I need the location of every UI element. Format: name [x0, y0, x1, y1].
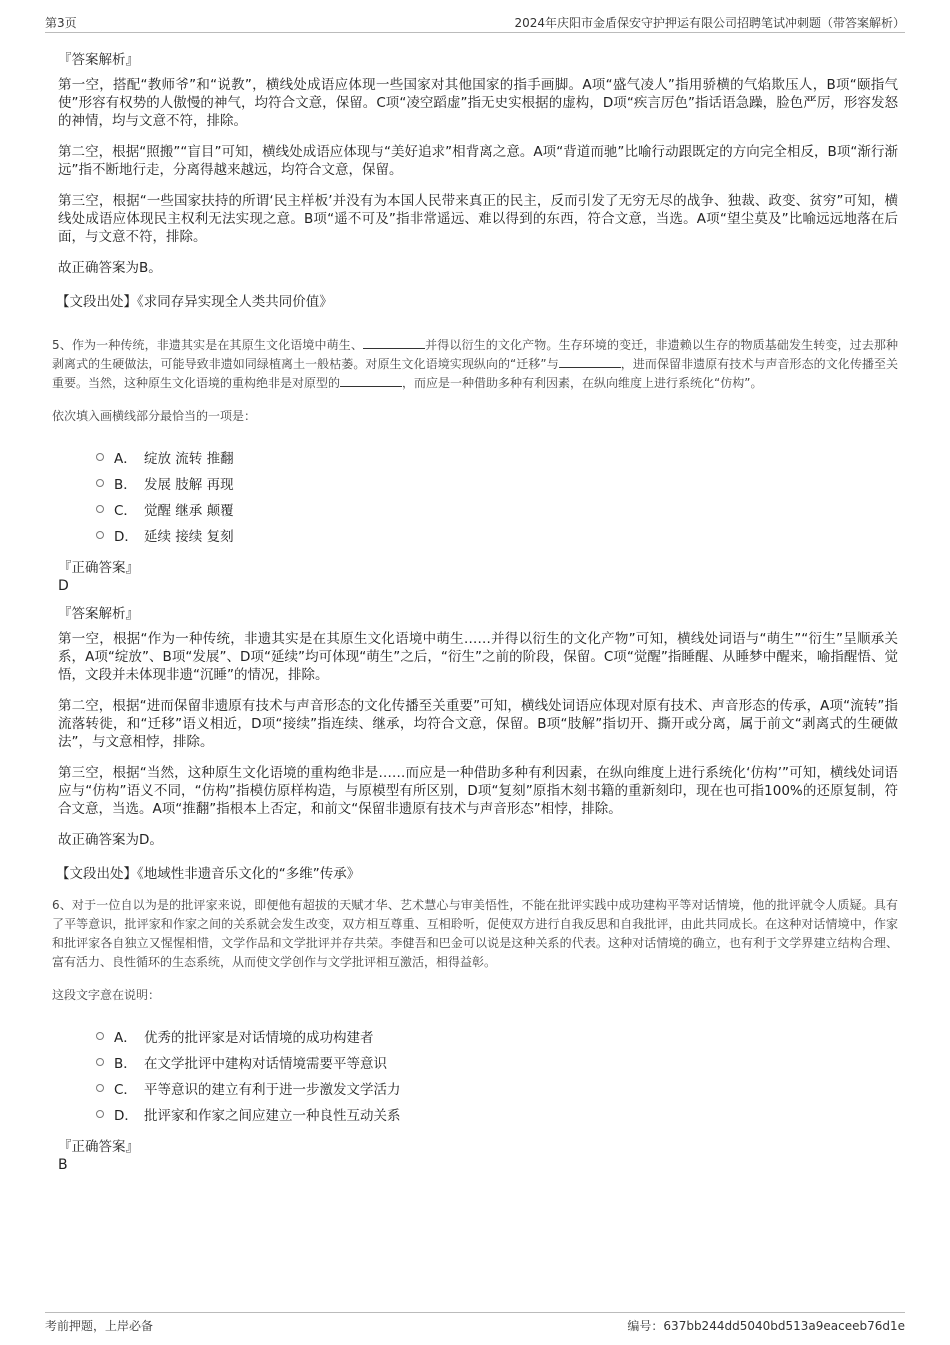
- radio-button[interactable]: [96, 1058, 104, 1066]
- fill-blank: [340, 375, 402, 387]
- fill-blank: [363, 337, 425, 349]
- analysis-paragraph: 第一空，搭配“教师爷”和“说教”，横线处成语应体现一些国家对其他国家的指手画脚。A项“盛气凌人”指用骄横的气焰欺压人，B项“颐指气使”形容有权势的人傲慢的神气，均符合文意，保留。C项“凌空蹈虚”指无史实根据的虚构，D项“疾言厉色”指话语急躁，脸色严厉，形容发怒的神情，均与文意不符，排除。: [58, 77, 898, 129]
- correct-answer: D: [58, 578, 69, 594]
- radio-button[interactable]: [96, 453, 104, 461]
- analysis-conclusion: 故正确答案为D。: [58, 832, 163, 848]
- option-b[interactable]: B． 发展 肢解 再现: [96, 470, 898, 496]
- option-a[interactable]: A． 优秀的批评家是对话情境的成功构建者: [96, 1023, 898, 1049]
- option-b[interactable]: B． 在文学批评中建构对话情境需要平等意识: [96, 1049, 898, 1075]
- question-prompt: 这段文字意在说明：: [52, 988, 161, 1002]
- correct-answer-label: 『正确答案』: [58, 1139, 139, 1155]
- option-c[interactable]: C． 觉醒 继承 颠覆: [96, 496, 898, 522]
- page-header: [45, 14, 905, 33]
- question-6-text: 6、对于一位自以为是的批评家来说，即便他有超拔的天赋才华、艺术慧心与审美悟性，不能在批评实践中成功建构平等对话情境，他的批评就令人质疑。具有了平等意识，批评家和作家之间的关系就会发生改变，双方相互尊重、互相聆听，促使双方进行自我反思和自我批评，由此共同成长。在这种对话情境中，作家和批评家各自独立又惺惺相惜，文学作品和文学批评并存共荣。李健吾和巴金可以说是这种关系的代表。这种对话情境的确立，也有利于文学界建立结构合理、富有活力、良性循环的生态系统，从而使文学创作与文学批评相互激活，相得益彰。: [52, 898, 898, 969]
- option-a[interactable]: A． 绽放 流转 推翻: [96, 444, 898, 470]
- question-5-text: 5、作为一种传统，非遗其实是在其原生文化语境中萌生、 并得以衍生的文化产物。生存环境的变迁，非遗赖以生存的物质基础发生转变，过去那种剥离式的生硬做法，可能导致非遗如同绿植离土一般枯萎。对原生文化语境实现纵向的“迁移”与 ，进而保留非遗原有技术与声音形态的文化传播至关重要。当然，这种原生文化语境的重构绝非是对原型的 ，而应是一种借助多种有利因素，在纵向维度上进行系统化“仿构”。: [52, 338, 898, 390]
- page-footer: [45, 1312, 905, 1339]
- question-5-options: [96, 444, 898, 548]
- page-content: [52, 40, 898, 1179]
- fill-blank: [559, 356, 621, 368]
- passage-source: 【文段出处】《地域性非遗音乐文化的“多维”传承》: [56, 866, 361, 882]
- radio-button[interactable]: [96, 1084, 104, 1092]
- correct-answer: B: [58, 1157, 68, 1173]
- correct-answer-label: 『正确答案』: [58, 560, 139, 576]
- radio-button[interactable]: [96, 505, 104, 513]
- radio-button[interactable]: [96, 1110, 104, 1118]
- document-id: 编号：637bb244dd5040bd513a9eaceeb76d1e: [627, 1319, 905, 1333]
- radio-button[interactable]: [96, 479, 104, 487]
- page-number: 第3页: [45, 16, 77, 30]
- analysis-label: 『答案解析』: [58, 606, 139, 622]
- passage-source: 【文段出处】《求同存异实现全人类共同价值》: [56, 294, 333, 310]
- analysis-paragraph: 第二空，根据“进而保留非遗原有技术与声音形态的文化传播至关重要”可知，横线处词语应体现对原有技术、声音形态的传承，A项“流转”指流落转徙，和“迁移”语义相近，D项“接续”指连续、继承，均符合文意，保留。B项“肢解”指切开、撕开或分离，属于前文“剥离式的生硬做法”，与文意相悖，排除。: [58, 698, 898, 750]
- analysis-paragraph: 第三空，根据“当然，这种原生文化语境的重构绝非是……而应是一种借助多种有利因素，在纵向维度上进行系统化‘仿构’”可知，横线处词语应与“仿构”语义不同，“仿构”指模仿原样构造，与原模型有所区别，D项“复刻”原指木刻书籍的重新刻印，现在也可指100%的还原复制，符合文意，当选。A项“推翻”指根本上否定，和前文“保留非遗原有技术与声音形态”相悖，排除。: [58, 765, 898, 817]
- analysis-paragraph: 第二空，根据“照搬”“盲目”可知，横线处成语应体现与“美好追求”相背离之意。A项“背道而驰”比喻行动跟既定的方向完全相反，B项“渐行渐远”指不断地行走，分离得越来越远，均符合文意，保留。: [58, 144, 898, 178]
- option-d[interactable]: D． 延续 接续 复刻: [96, 522, 898, 548]
- option-c[interactable]: C． 平等意识的建立有利于进一步激发文学活力: [96, 1075, 898, 1101]
- document-title: 2024年庆阳市金盾保安守护押运有限公司招聘笔试冲刺题（带答案解析）: [514, 16, 905, 30]
- analysis-conclusion: 故正确答案为B。: [58, 260, 162, 276]
- option-d[interactable]: D． 批评家和作家之间应建立一种良性互动关系: [96, 1101, 898, 1127]
- analysis-paragraph: 第一空，根据“作为一种传统，非遗其实是在其原生文化语境中萌生……并得以衍生的文化产物”可知，横线处词语与“萌生”“衍生”呈顺承关系，A项“绽放”、B项“发展”、D项“延续”均可体现“萌生”之后，“衍生”之前的阶段，保留。C项“觉醒”指睡醒、从睡梦中醒来，喻指醒悟、觉悟，文段并未体现非遗“沉睡”的情况，排除。: [58, 631, 898, 683]
- footer-slogan: 考前押题，上岸必备: [45, 1319, 154, 1333]
- radio-button[interactable]: [96, 1032, 104, 1040]
- question-6-options: [96, 1023, 898, 1127]
- question-prompt: 依次填入画横线部分最恰当的一项是：: [52, 409, 257, 423]
- analysis-paragraph: 第三空，根据“一些国家扶持的所谓‘民主样板’并没有为本国人民带来真正的民主，反而引发了无穷无尽的战争、独裁、政变、贫穷”可知，横线处成语应体现民主权利无法实现之意。B项“遥不可及”指非常遥远、难以得到的东西，符合文意，当选。A项“望尘莫及”比喻远远地落在后面，与文意不符，排除。: [58, 193, 898, 245]
- analysis-label: 『答案解析』: [58, 52, 139, 68]
- radio-button[interactable]: [96, 531, 104, 539]
